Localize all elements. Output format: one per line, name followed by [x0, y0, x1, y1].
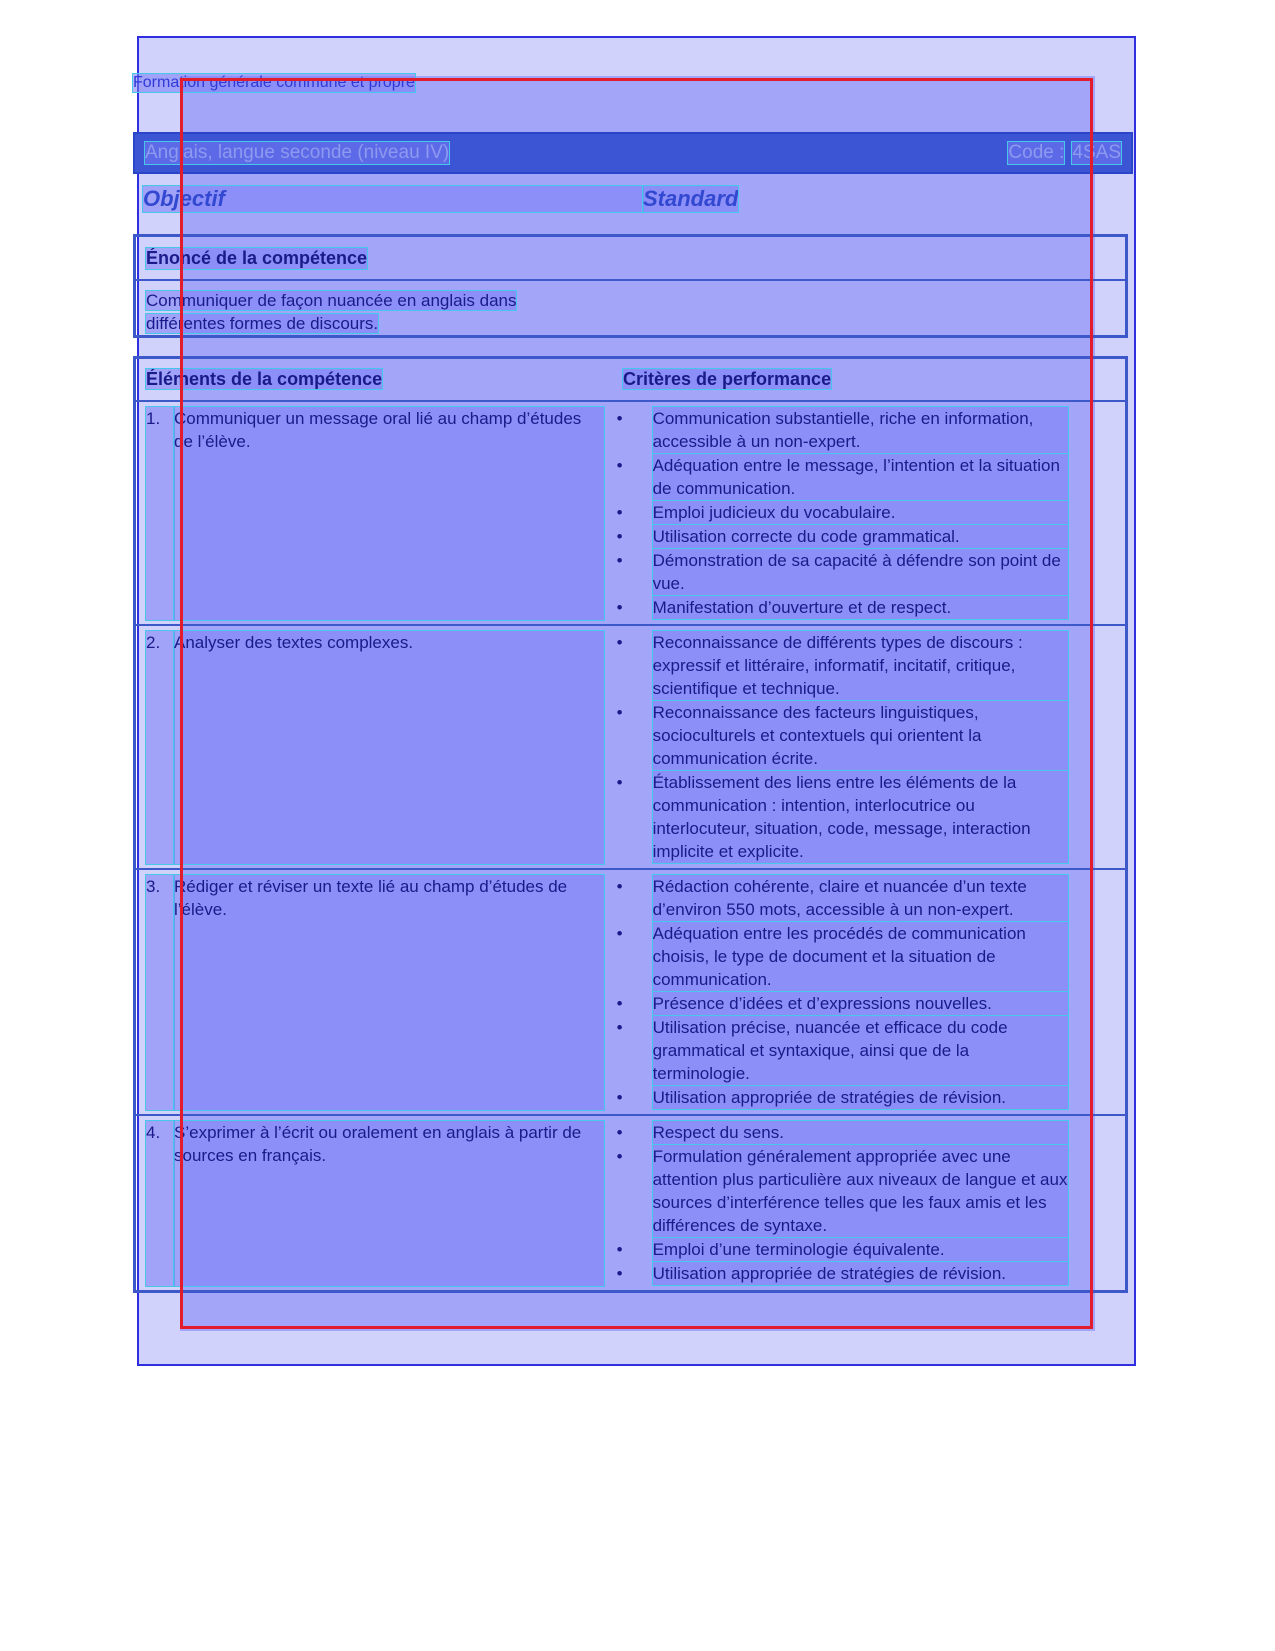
criterion-item — [612, 1145, 1125, 1237]
element-cell — [136, 875, 612, 1110]
criterion-item — [612, 501, 1125, 524]
criteria-cell — [612, 631, 1125, 864]
course-header-bar — [133, 132, 1133, 174]
criteria-cell — [612, 407, 1125, 620]
criterion-item — [612, 771, 1125, 863]
enonce-body-cell — [136, 281, 596, 343]
criterion-text: Manifestation d’ouverture et de respect. — [653, 596, 1068, 619]
criterion-item — [612, 992, 1125, 1015]
bullet-icon: • — [616, 1088, 623, 1107]
bullet-icon: • — [616, 1147, 623, 1166]
criteria-cell — [612, 875, 1125, 1110]
criterion-text: Établissement des liens entre les éléments de la communication : intention, interlocutrice ou interlocuteur, situation, code, message, interaction implicite et explicite. — [653, 771, 1068, 863]
element-number: 4. — [146, 1121, 174, 1286]
criterion-text: Utilisation correcte du code grammatical. — [653, 525, 1068, 548]
element-number: 2. — [146, 631, 174, 864]
bullet-icon: • — [616, 703, 623, 722]
course-title: Anglais, langue seconde (niveau IV) — [145, 142, 450, 163]
elements-table-header — [136, 359, 1125, 402]
element-text: Communiquer un message oral lié au champ d’études de l’élève. — [174, 407, 604, 620]
element-text: Rédiger et réviser un texte lié au champ d’études de l’élève. — [174, 875, 604, 1110]
criterion-text: Reconnaissance des facteurs linguistiques, socioculturels et contextuels qui orientent la communication écrite. — [653, 701, 1068, 770]
section-titles — [143, 186, 1133, 216]
criterion-text: Respect du sens. — [653, 1121, 1068, 1144]
criterion-item — [612, 875, 1125, 921]
criterion-text: Utilisation précise, nuancée et efficace du code grammatical et syntaxique, ainsi que de la terminologie. — [653, 1016, 1068, 1085]
bullet-icon: • — [616, 1123, 623, 1142]
element-number: 1. — [146, 407, 174, 620]
enonce-heading-cell — [136, 237, 1125, 281]
enonce-table — [133, 234, 1128, 338]
element-number: 3. — [146, 875, 174, 1110]
elements-heading: Éléments de la compétence — [146, 369, 383, 389]
program-label: Formation générale commune et propre — [133, 74, 415, 91]
bullet-icon: • — [616, 409, 623, 428]
bullet-icon: • — [616, 994, 623, 1013]
course-code — [1008, 142, 1121, 164]
criterion-item — [612, 596, 1125, 619]
criterion-text: Emploi judicieux du vocabulaire. — [653, 501, 1068, 524]
bullet-icon: • — [616, 598, 623, 617]
criterion-text: Adéquation entre les procédés de communication choisis, le type de document et la situation de communication. — [653, 922, 1068, 991]
elements-table — [133, 356, 1128, 1293]
objectif-title: Objectif — [143, 186, 643, 212]
criterion-item — [612, 1016, 1125, 1085]
bullet-icon: • — [616, 503, 623, 522]
table-row — [136, 870, 1125, 1116]
enonce-heading: Énoncé de la compétence — [146, 247, 368, 268]
bullet-icon: • — [616, 633, 623, 652]
criteria-cell — [612, 1121, 1125, 1286]
criterion-item — [612, 525, 1125, 548]
criteria-header-cell — [613, 369, 831, 390]
criterion-item — [612, 407, 1125, 453]
bullet-icon: • — [616, 877, 623, 896]
bullet-icon: • — [616, 1264, 623, 1283]
criterion-text: Communication substantielle, riche en information, accessible à un non-expert. — [653, 407, 1068, 453]
criterion-item — [612, 1238, 1125, 1261]
enonce-text: Communiquer de façon nuancée en anglais dans différentes formes de discours. — [146, 291, 517, 333]
element-text: Analyser des textes complexes. — [174, 631, 604, 864]
criterion-item — [612, 549, 1125, 595]
element-cell — [136, 1121, 612, 1286]
element-cell — [136, 407, 612, 620]
criterion-item — [612, 1121, 1125, 1144]
bullet-icon: • — [616, 1018, 623, 1037]
bullet-icon: • — [616, 924, 623, 943]
code-value: 4SAS — [1072, 142, 1121, 163]
criterion-text: Adéquation entre le message, l’intention et la situation de communication. — [653, 454, 1068, 500]
bullet-icon: • — [616, 551, 623, 570]
element-cell — [136, 631, 612, 864]
table-row — [136, 402, 1125, 626]
code-label: Code : — [1008, 142, 1065, 163]
standard-title: Standard — [643, 186, 739, 211]
bullet-icon: • — [616, 456, 623, 475]
criterion-text: Utilisation appropriée de stratégies de révision. — [653, 1262, 1068, 1285]
elements-header-cell — [136, 369, 613, 390]
criterion-item — [612, 1086, 1125, 1109]
table-row — [136, 1116, 1125, 1290]
bullet-icon: • — [616, 773, 623, 792]
bullet-icon: • — [616, 1240, 623, 1259]
criterion-text: Démonstration de sa capacité à défendre son point de vue. — [653, 549, 1068, 595]
criterion-text: Reconnaissance de différents types de discours : expressif et littéraire, informatif, incitatif, critique, scientifique et technique. — [653, 631, 1068, 700]
criterion-item — [612, 922, 1125, 991]
criterion-item — [612, 631, 1125, 700]
criterion-text: Formulation généralement appropriée avec une attention plus particulière aux niveaux de langue et aux sources d’interférence telles que les faux amis et les différences de syntaxe. — [652, 1147, 1068, 1235]
criterion-text: Présence d’idées et d’expressions nouvelles. — [653, 992, 1068, 1015]
table-row — [136, 626, 1125, 870]
criteria-heading: Critères de performance — [623, 369, 832, 389]
element-text: S’exprimer à l’écrit ou oralement en anglais à partir de sources en français. — [174, 1121, 604, 1286]
bullet-icon: • — [616, 527, 623, 546]
criterion-text: Rédaction cohérente, claire et nuancée d’un texte d’environ 550 mots, accessible à un non-expert. — [653, 875, 1068, 921]
criterion-text: Utilisation appropriée de stratégies de révision. — [653, 1086, 1068, 1109]
criterion-text: Emploi d’une terminologie équivalente. — [653, 1238, 1068, 1261]
criterion-item — [612, 1262, 1125, 1285]
criterion-item — [612, 454, 1125, 500]
criterion-item — [612, 701, 1125, 770]
